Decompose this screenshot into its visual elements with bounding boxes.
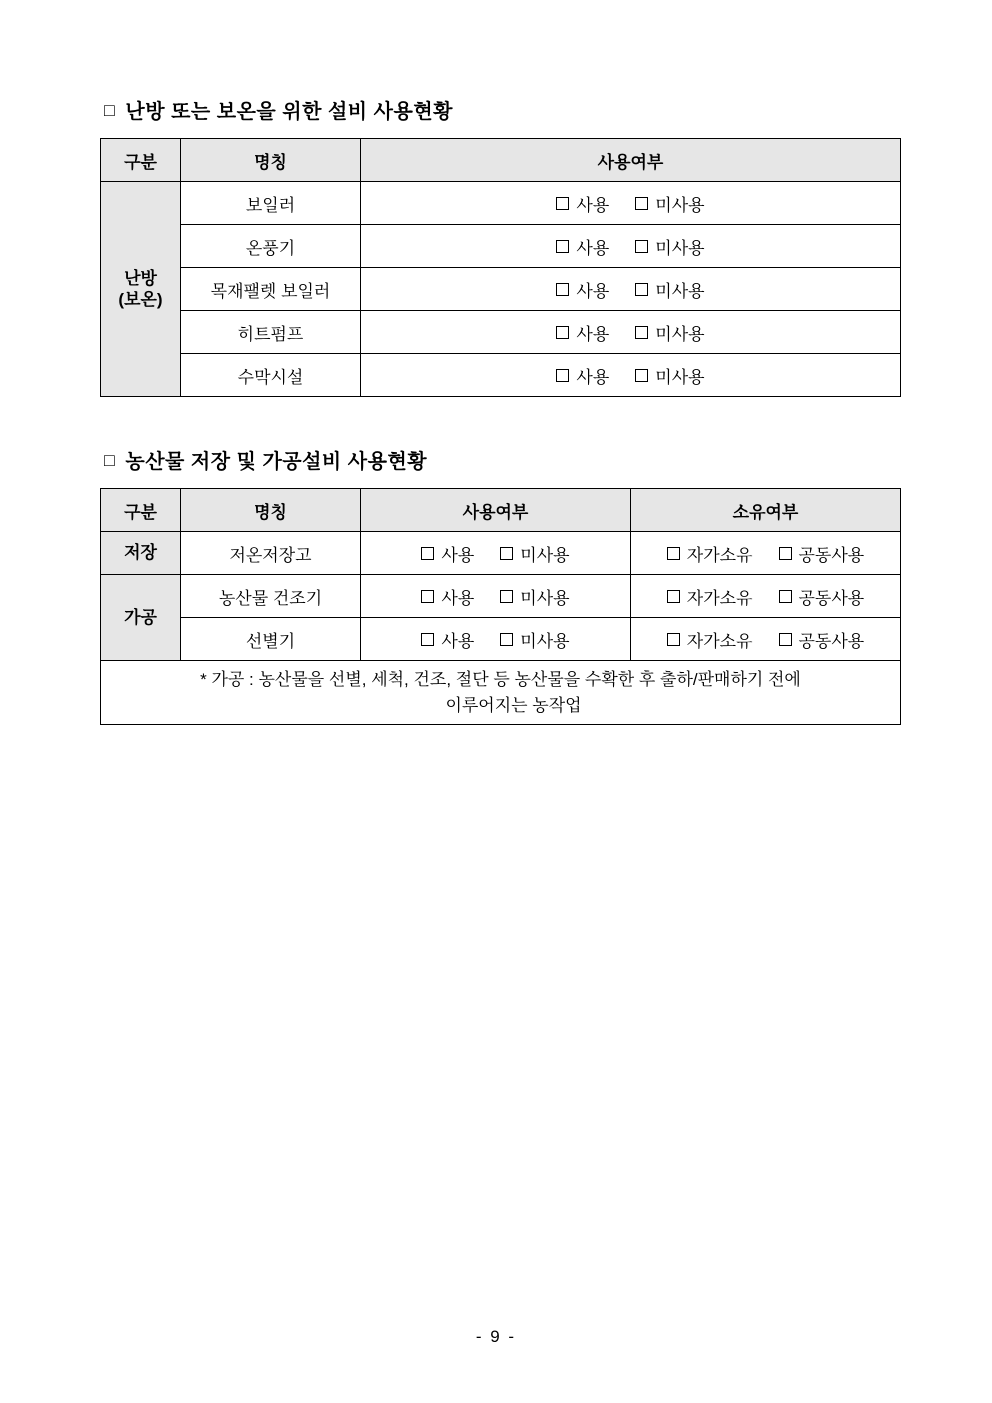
usage-option-unused-label: 미사용 <box>655 195 705 215</box>
checkbox-icon[interactable] <box>556 240 569 253</box>
equipment-name: 수막시설 <box>181 354 361 397</box>
ownership-option-shared[interactable] <box>779 584 865 609</box>
checkbox-icon[interactable] <box>556 197 569 210</box>
column-header-category: 구분 <box>101 489 181 532</box>
equipment-name: 히트펌프 <box>181 311 361 354</box>
note-line-1: * 가공 : 농산물을 선별, 세척, 건조, 절단 등 농산물을 수확한 후 출하/판매하기 전에 <box>200 670 801 689</box>
ownership-option-private[interactable] <box>667 541 753 566</box>
section-1-heading-text: 난방 또는 보온을 위한 설비 사용현황 <box>125 101 453 123</box>
equipment-name: 선별기 <box>181 618 361 661</box>
section-2-heading-text: 농산물 저장 및 가공설비 사용현황 <box>125 451 428 473</box>
usage-option-unused-label: 미사용 <box>520 545 570 565</box>
checkbox-icon[interactable] <box>635 197 648 210</box>
storage-processing-table <box>100 488 901 725</box>
usage-option-use-label: 사용 <box>576 367 610 387</box>
section-heating-equipment <box>100 95 892 397</box>
table-header-row <box>101 489 901 532</box>
column-header-name: 명칭 <box>181 489 361 532</box>
group-cell-storage: 저장 <box>101 532 181 575</box>
usage-option-unused[interactable] <box>635 277 704 302</box>
ownership-cell <box>631 532 901 575</box>
table-row <box>101 182 901 225</box>
table-row <box>101 532 901 575</box>
usage-option-use[interactable] <box>556 191 609 216</box>
ownership-option-private[interactable] <box>667 584 753 609</box>
equipment-name: 저온저장고 <box>181 532 361 575</box>
usage-option-use[interactable] <box>556 234 609 259</box>
checkbox-bullet-icon: □ <box>104 449 116 470</box>
usage-cell <box>361 575 631 618</box>
page-footer <box>0 1327 992 1347</box>
table-row <box>101 575 901 618</box>
checkbox-icon[interactable] <box>779 547 792 560</box>
checkbox-icon[interactable] <box>421 590 434 603</box>
usage-option-use-label: 사용 <box>441 545 475 565</box>
equipment-name: 목재팰렛 보일러 <box>181 268 361 311</box>
ownership-option-private-label: 자가소유 <box>686 588 753 608</box>
ownership-cell <box>631 618 901 661</box>
usage-option-unused-label: 미사용 <box>655 324 705 344</box>
checkbox-icon[interactable] <box>667 590 680 603</box>
usage-option-unused[interactable] <box>500 584 569 609</box>
usage-option-use-label: 사용 <box>576 238 610 258</box>
usage-option-unused-label: 미사용 <box>655 281 705 301</box>
checkbox-icon[interactable] <box>779 633 792 646</box>
column-header-usage: 사용여부 <box>361 489 631 532</box>
usage-cell <box>361 311 901 354</box>
equipment-name: 온풍기 <box>181 225 361 268</box>
usage-option-use-label: 사용 <box>441 588 475 608</box>
table-row <box>101 618 901 661</box>
checkbox-bullet-icon: □ <box>104 99 116 120</box>
group-label-line1: 난방 <box>124 268 157 288</box>
checkbox-icon[interactable] <box>500 547 513 560</box>
checkbox-icon[interactable] <box>556 369 569 382</box>
usage-option-unused-label: 미사용 <box>520 588 570 608</box>
usage-option-unused-label: 미사용 <box>655 367 705 387</box>
checkbox-icon[interactable] <box>421 633 434 646</box>
column-header-category: 구분 <box>101 139 181 182</box>
checkbox-icon[interactable] <box>500 590 513 603</box>
heating-equipment-table <box>100 138 901 397</box>
usage-option-unused[interactable] <box>635 191 704 216</box>
usage-option-unused[interactable] <box>500 627 569 652</box>
checkbox-icon[interactable] <box>556 326 569 339</box>
ownership-option-shared-label: 공동사용 <box>798 545 865 565</box>
usage-option-use-label: 사용 <box>576 195 610 215</box>
table-note-row <box>101 661 901 725</box>
checkbox-icon[interactable] <box>421 547 434 560</box>
usage-option-use[interactable] <box>421 627 474 652</box>
group-cell-processing: 가공 <box>101 575 181 661</box>
checkbox-icon[interactable] <box>635 240 648 253</box>
ownership-option-shared[interactable] <box>779 627 865 652</box>
checkbox-icon[interactable] <box>667 547 680 560</box>
usage-option-use[interactable] <box>421 584 474 609</box>
usage-option-unused[interactable] <box>635 363 704 388</box>
equipment-name: 농산물 건조기 <box>181 575 361 618</box>
usage-option-use[interactable] <box>556 277 609 302</box>
checkbox-icon[interactable] <box>635 283 648 296</box>
usage-option-use[interactable] <box>421 541 474 566</box>
usage-cell <box>361 532 631 575</box>
ownership-option-private-label: 자가소유 <box>686 545 753 565</box>
column-header-name: 명칭 <box>181 139 361 182</box>
table-row <box>101 354 901 397</box>
checkbox-icon[interactable] <box>500 633 513 646</box>
checkbox-icon[interactable] <box>667 633 680 646</box>
usage-cell <box>361 618 631 661</box>
group-label-line2: (보온) <box>118 290 163 309</box>
column-header-usage: 사용여부 <box>361 139 901 182</box>
ownership-cell <box>631 575 901 618</box>
ownership-option-shared-label: 공동사용 <box>798 588 865 608</box>
usage-option-use-label: 사용 <box>576 324 610 344</box>
ownership-option-private[interactable] <box>667 627 753 652</box>
usage-cell <box>361 225 901 268</box>
usage-option-unused[interactable] <box>500 541 569 566</box>
table-header-row <box>101 139 901 182</box>
section-1-heading <box>104 95 892 124</box>
section-spacer <box>100 397 892 445</box>
usage-option-unused[interactable] <box>635 320 704 345</box>
usage-option-use[interactable] <box>556 363 609 388</box>
page-number: - 9 - <box>475 1327 517 1346</box>
column-header-ownership: 소유여부 <box>631 489 901 532</box>
usage-cell <box>361 268 901 311</box>
usage-option-use-label: 사용 <box>576 281 610 301</box>
checkbox-icon[interactable] <box>556 283 569 296</box>
section-2-heading <box>104 445 892 474</box>
group-cell-heating <box>101 182 181 397</box>
table-row <box>101 311 901 354</box>
note-line-2: 이루어지는 농작업 <box>445 695 582 715</box>
usage-cell <box>361 354 901 397</box>
section-storage-processing-equipment <box>100 445 892 725</box>
checkbox-icon[interactable] <box>635 369 648 382</box>
usage-cell <box>361 182 901 225</box>
ownership-option-shared-label: 공동사용 <box>798 631 865 651</box>
checkbox-icon[interactable] <box>635 326 648 339</box>
table-row <box>101 268 901 311</box>
processing-note <box>101 661 901 725</box>
checkbox-icon[interactable] <box>779 590 792 603</box>
usage-option-unused[interactable] <box>635 234 704 259</box>
usage-option-unused-label: 미사용 <box>655 238 705 258</box>
usage-option-use-label: 사용 <box>441 631 475 651</box>
usage-option-use[interactable] <box>556 320 609 345</box>
ownership-option-private-label: 자가소유 <box>686 631 753 651</box>
table-row <box>101 225 901 268</box>
ownership-option-shared[interactable] <box>779 541 865 566</box>
usage-option-unused-label: 미사용 <box>520 631 570 651</box>
equipment-name: 보일러 <box>181 182 361 225</box>
